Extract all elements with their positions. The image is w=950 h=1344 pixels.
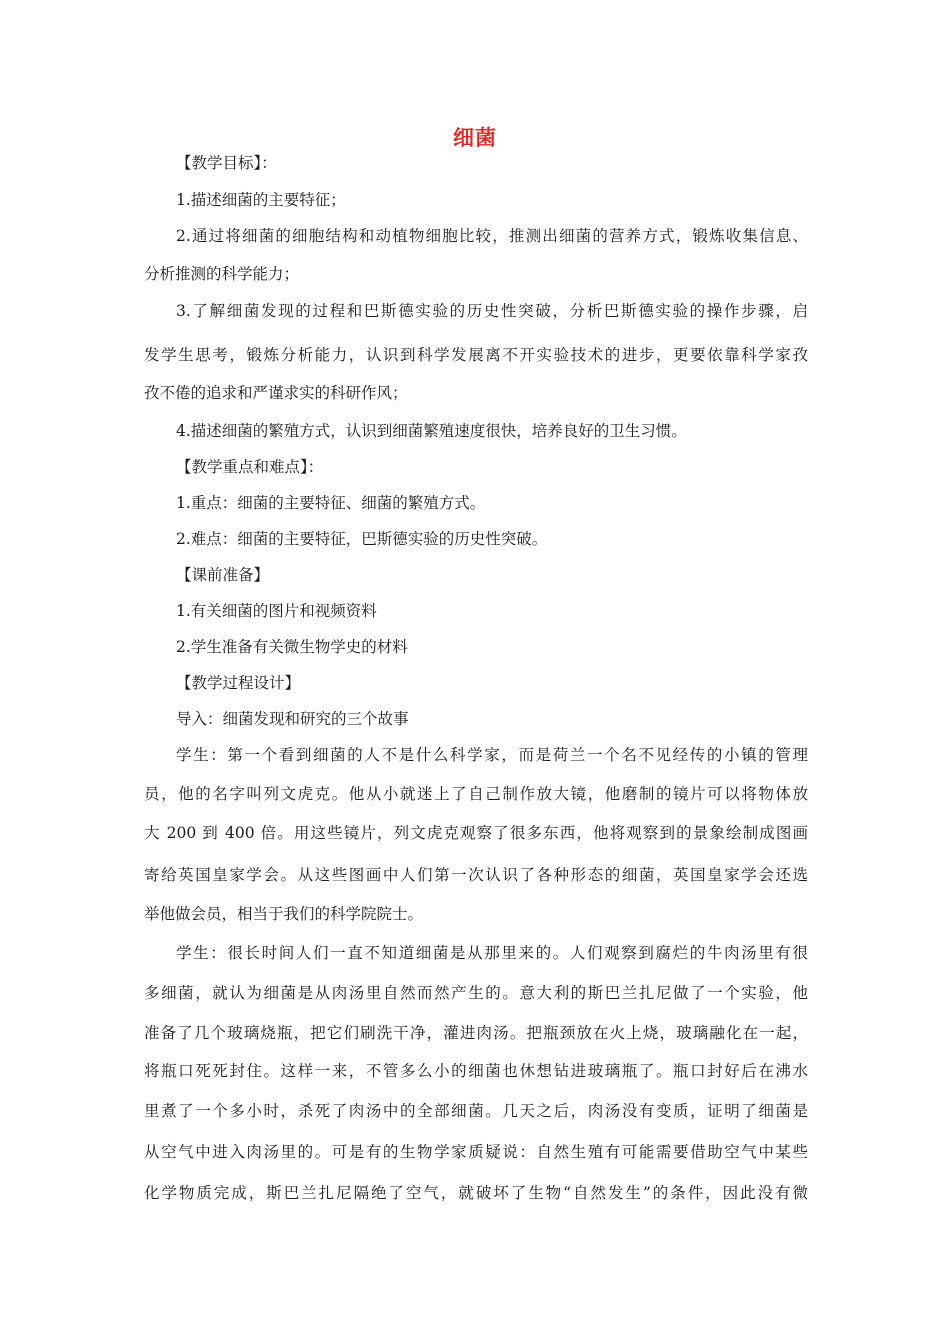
section-heading-key-points: 【教学重点和难点】： bbox=[176, 458, 324, 476]
objective-3-line-2: 发学生思考，锻炼分析能力，认识到科学发展离不开实验技术的进步，更要依靠科学家孜 bbox=[144, 346, 808, 364]
story-2-line-5: 里煮了一个多小时，杀死了肉汤中的全部细菌。几天之后，肉汤没有变质，证明了细菌是 bbox=[144, 1102, 808, 1120]
objective-3-line-3: 孜不倦的追求和严谨求实的科研作风； bbox=[144, 384, 408, 402]
story-1-line-4: 寄给英国皇家学会。从这些图画中人们第一次认识了各种形态的细菌，英国皇家学会还选 bbox=[144, 866, 808, 884]
page-title: 细菌 bbox=[453, 126, 497, 150]
key-point-2: 2.难点：细菌的主要特征，巴斯德实验的历史性突破。 bbox=[176, 530, 548, 548]
story-1-line-5: 举他做会员，相当于我们的科学院院士。 bbox=[144, 905, 424, 923]
objective-2-line-2: 分析推测的科学能力； bbox=[144, 265, 300, 283]
objective-4: 4.描述细菌的繁殖方式，认识到细菌繁殖速度很快，培养良好的卫生习惯。 bbox=[176, 422, 687, 440]
story-2-line-6: 从空气中进入肉汤里的。可是有的生物学家质疑说：自然生殖有可能需要借助空气中某些 bbox=[144, 1143, 808, 1161]
objective-1: 1.描述细菌的主要特征； bbox=[176, 191, 346, 209]
section-heading-preparation: 【课前准备】 bbox=[176, 566, 270, 584]
story-1-line-3: 大 200 到 400 倍。用这些镜片，列文虎克观察了很多东西，他将观察到的景象绘制成图画 bbox=[144, 824, 808, 842]
key-point-1: 1.重点：细菌的主要特征、细菌的繁殖方式。 bbox=[176, 494, 486, 512]
story-2-line-4: 将瓶口死死封住。这样一来，不管多么小的细菌也休想钻进玻璃瓶了。瓶口封好后在沸水 bbox=[144, 1062, 808, 1080]
story-2-line-7: 化学物质完成，斯巴兰扎尼隔绝了空气，就破坏了生物“自然发生”的条件，因此没有微 bbox=[144, 1184, 808, 1202]
story-2-line-2: 多细菌，就认为细菌是从肉汤里自然而然产生的。意大利的斯巴兰扎尼做了一个实验，他 bbox=[144, 984, 808, 1002]
story-2-line-1: 学生：很长时间人们一直不知道细菌是从那里来的。人们观察到腐烂的牛肉汤里有很 bbox=[176, 944, 808, 962]
section-heading-process: 【教学过程设计】 bbox=[176, 674, 301, 692]
intro-line: 导入：细菌发现和研究的三个故事 bbox=[176, 710, 409, 728]
preparation-2: 2.学生准备有关微生物学史的材料 bbox=[176, 638, 408, 656]
story-1-line-1: 学生：第一个看到细菌的人不是什么科学家，而是荷兰一个名不见经传的小镇的管理 bbox=[176, 746, 808, 764]
section-heading-objectives: 【教学目标】： bbox=[176, 154, 277, 172]
objective-3-line-1: 3.了解细菌发现的过程和巴斯德实验的历史性突破，分析巴斯德实验的操作步骤，启 bbox=[176, 302, 808, 320]
preparation-1: 1.有关细菌的图片和视频资料 bbox=[176, 602, 377, 620]
story-1-line-2: 员，他的名字叫列文虎克。他从小就迷上了自己制作放大镜，他磨制的镜片可以将物体放 bbox=[144, 785, 808, 803]
objective-2-line-1: 2.通过将细菌的细胞结构和动植物细胞比较，推测出细菌的营养方式，锻炼收集信息、 bbox=[176, 227, 808, 245]
story-2-line-3: 准备了几个玻璃烧瓶，把它们刷洗干净，灌进肉汤。把瓶颈放在火上烧，玻璃融化在一起， bbox=[144, 1024, 808, 1042]
